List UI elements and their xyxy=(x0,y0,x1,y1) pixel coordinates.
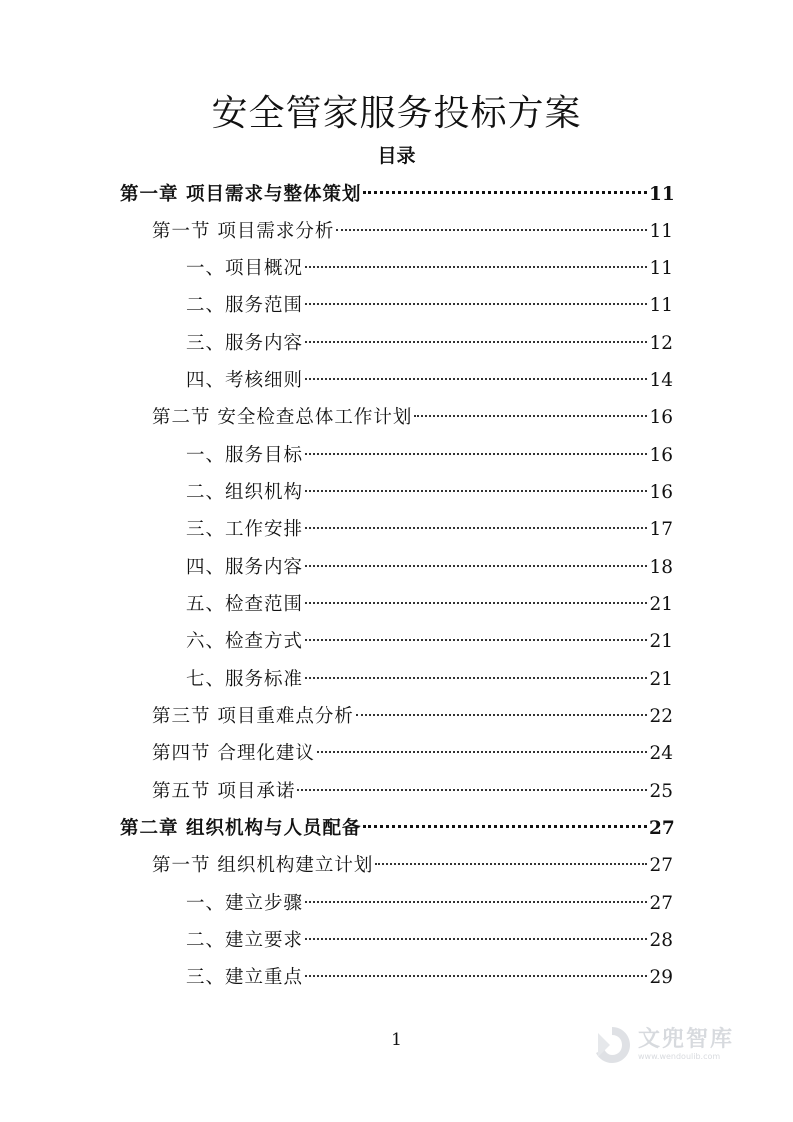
toc-entry-label: 四、服务内容 xyxy=(186,557,304,578)
toc-entry-page: 28 xyxy=(649,930,673,951)
toc-entry[interactable] xyxy=(152,777,673,807)
toc-entry-label: 三、服务内容 xyxy=(186,333,304,354)
toc-entry-label: 第二章 组织机构与人员配备 xyxy=(120,818,362,839)
dot-leader xyxy=(305,565,647,567)
watermark-text xyxy=(638,1028,734,1062)
toc-entry-page: 21 xyxy=(649,594,673,615)
toc-entry[interactable] xyxy=(186,665,673,695)
toc-entry[interactable] xyxy=(186,329,673,359)
toc-entry-page: 11 xyxy=(649,295,673,316)
toc-entry[interactable] xyxy=(186,627,673,657)
toc-entry-label: 二、建立要求 xyxy=(186,930,304,951)
toc-entry-page: 25 xyxy=(649,781,673,802)
toc-entry[interactable] xyxy=(120,180,673,210)
toc-entry[interactable] xyxy=(186,515,673,545)
watermark-url: www.wendoulib.com xyxy=(638,1052,721,1061)
toc-heading: 目录 xyxy=(377,145,416,167)
toc-entry-page: 18 xyxy=(649,557,673,578)
toc-entry-page: 24 xyxy=(649,743,673,764)
toc-entry-label: 一、项目概况 xyxy=(186,258,304,279)
toc-entry[interactable] xyxy=(186,366,673,396)
toc-entry-label: 第一节 项目需求分析 xyxy=(152,221,335,242)
toc-entry-page: 14 xyxy=(649,370,673,391)
toc-entry-page: 12 xyxy=(649,333,673,354)
toc-entry[interactable] xyxy=(152,851,673,881)
toc-entry[interactable] xyxy=(152,403,673,433)
toc-entry-label: 二、组织机构 xyxy=(186,482,304,503)
toc-entry[interactable] xyxy=(152,739,673,769)
toc-entry-label: 第三节 项目重难点分析 xyxy=(152,706,354,727)
dot-leader xyxy=(363,825,647,828)
dot-leader xyxy=(317,751,647,753)
toc-entry-label: 第二节 安全检查总体工作计划 xyxy=(152,407,413,428)
dot-leader xyxy=(305,639,647,641)
dot-leader xyxy=(297,789,647,791)
toc-entry-label: 四、考核细则 xyxy=(186,370,304,391)
toc-entry[interactable] xyxy=(186,553,673,583)
dot-leader xyxy=(336,229,647,231)
toc-entry[interactable] xyxy=(186,963,673,993)
dot-leader xyxy=(375,863,647,865)
toc-entry[interactable] xyxy=(186,254,673,284)
dot-leader xyxy=(305,266,647,268)
toc-entry[interactable] xyxy=(120,814,673,844)
toc-entry[interactable] xyxy=(186,291,673,321)
toc-entry-page: 21 xyxy=(649,669,673,690)
toc-entry-label: 一、服务目标 xyxy=(186,445,304,466)
dot-leader xyxy=(414,415,647,417)
toc-entry-page: 11 xyxy=(649,184,675,205)
dot-leader xyxy=(305,341,647,343)
dot-leader xyxy=(305,453,647,455)
dot-leader xyxy=(305,378,647,380)
toc-entry-label: 二、服务范围 xyxy=(186,295,304,316)
dot-leader xyxy=(305,303,647,305)
dot-leader xyxy=(363,191,647,194)
toc-entry[interactable] xyxy=(186,590,673,620)
toc-entry-label: 第一章 项目需求与整体策划 xyxy=(120,184,362,205)
toc-entry[interactable] xyxy=(186,478,673,508)
dot-leader xyxy=(305,490,647,492)
toc-entry-page: 27 xyxy=(649,893,673,914)
toc-entry-label: 三、建立重点 xyxy=(186,967,304,988)
toc-entry[interactable] xyxy=(186,441,673,471)
toc-entry-label: 五、检查范围 xyxy=(186,594,304,615)
toc-entry-page: 27 xyxy=(649,855,673,876)
wendou-logo-icon xyxy=(590,1023,634,1067)
toc-entry-page: 11 xyxy=(649,258,673,279)
dot-leader xyxy=(305,938,647,940)
toc-entry-page: 16 xyxy=(649,407,673,428)
toc-entry-label: 第四节 合理化建议 xyxy=(152,743,315,764)
toc-entry-label: 第五节 项目承诺 xyxy=(152,781,296,802)
toc-entry[interactable] xyxy=(152,702,673,732)
page-number: 1 xyxy=(391,1030,402,1050)
dot-leader xyxy=(305,677,647,679)
toc-entry-page: 22 xyxy=(649,706,673,727)
dot-leader xyxy=(305,975,647,977)
toc-entry-label: 三、工作安排 xyxy=(186,519,304,540)
toc-entry-page: 27 xyxy=(649,818,675,839)
toc-entry-page: 29 xyxy=(649,967,673,988)
toc-entry-label: 七、服务标准 xyxy=(186,669,304,690)
toc-entry-page: 16 xyxy=(649,445,673,466)
toc-entry-label: 六、检查方式 xyxy=(186,631,304,652)
watermark-name: 文兜智库 xyxy=(638,1027,735,1052)
toc-entry[interactable] xyxy=(186,926,673,956)
dot-leader xyxy=(305,901,647,903)
toc-entry-page: 16 xyxy=(649,482,673,503)
dot-leader xyxy=(356,714,647,716)
toc-entry-label: 第一节 组织机构建立计划 xyxy=(152,855,374,876)
watermark xyxy=(590,1020,760,1070)
toc-entry[interactable] xyxy=(186,889,673,919)
toc-entry-page: 21 xyxy=(649,631,673,652)
toc-entry[interactable] xyxy=(152,217,673,247)
toc-entry-label: 一、建立步骤 xyxy=(186,893,304,914)
toc-entry-page: 11 xyxy=(649,221,673,242)
toc-entry-page: 17 xyxy=(649,519,673,540)
dot-leader xyxy=(305,527,647,529)
document-title: 安全管家服务投标方案 xyxy=(211,93,582,134)
dot-leader xyxy=(305,602,647,604)
